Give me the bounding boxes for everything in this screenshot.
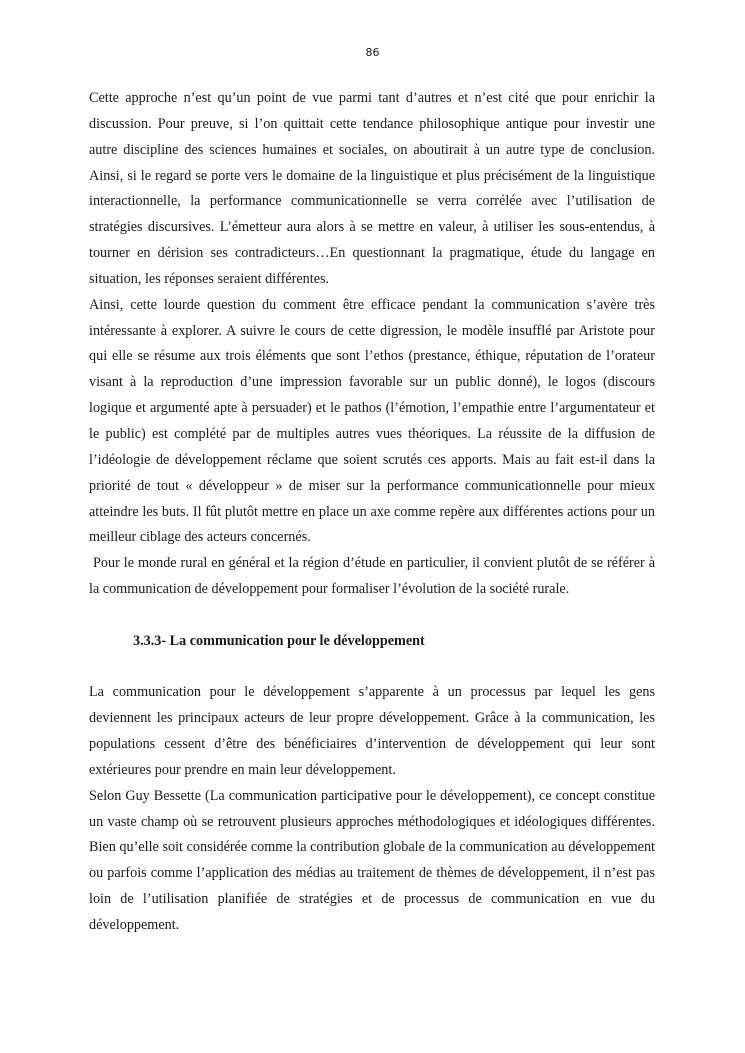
paragraph: Ainsi, cette lourde question du comment être efficace pendant la communication s’avère très intéressante à explorer. A suivre le cours de cette digression, le modèle insufflé par Aristote pour qui elle se résume aux trois éléments que sont l’ethos (prestance, éthique, réputation de l’orateur visant à la reproduction d’une impression favorable sur un public donné), le logos (discours logique et argumenté apte à persuader) et le pathos (l’émotion, l’empathie entre l’argumentateur et le public) est complété par de multiples autres vues théoriques. La réussite de la diffusion de l’idéologie de développement réclame que soient scrutés ces apports. Mais au fait est-il dans la priorité de tout « développeur » de miser sur la performance communicationnelle pour mieux atteindre les buts. Il fût plutôt mettre en place un axe comme repère aux différentes actions pour un meilleur ciblage des acteurs concernés. [89,296,655,546]
document-body [89,86,655,939]
section-heading: 3.3.3- La communication pour le développement [133,632,425,649]
page-number: 86 [365,46,380,59]
paragraph: Cette approche n’est qu’un point de vue parmi tant d’autres et n’est cité que pour enrichir la discussion. Pour preuve, si l’on quittait cette tendance philosophique antique pour investir une autre discipline des sciences humaines et sociales, on aboutirait à un autre type de conclusion. Ainsi, si le regard se porte vers le domaine de la linguistique et plus précisément de la linguistique interactionnelle, la performance communicationnelle se verra corrélée avec l’utilisation de stratégies discursives. L’émetteur aura alors à se mettre en valeur, à utiliser les sous-entendus, à tourner en dérision ses contradicteurs…En questionnant la pragmatique, étude du langage en situation, les réponses seraient différentes. [89,90,655,287]
blank-line [89,603,655,629]
paragraph: Pour le monde rural en général et la région d’étude en particulier, il convient plutôt de se référer à la communication de développement pour formaliser l’évolution de la société rurale. [89,555,655,598]
blank-line [89,655,655,681]
paragraph: La communication pour le développement s’apparente à un processus par lequel les gens deviennent les principaux acteurs de leur propre développement. Grâce à la communication, les populations cessent d’être des bénéficiaires d’intervention de développement qui leur sont extérieures pour prendre en main leur développement. [89,684,655,778]
paragraph: Selon Guy Bessette (La communication participative pour le développement), ce concept constitue un vaste champ où se retrouvent plusieurs approches méthodologiques et idéologiques différentes. Bien qu’elle soit considérée comme la contribution globale de la communication au développement ou parfois comme l’application des médias au traitement de thèmes de développement, il n’est pas loin de l’utilisation planifiée de stratégies et de processus de communication en vue du développement. [89,787,655,933]
